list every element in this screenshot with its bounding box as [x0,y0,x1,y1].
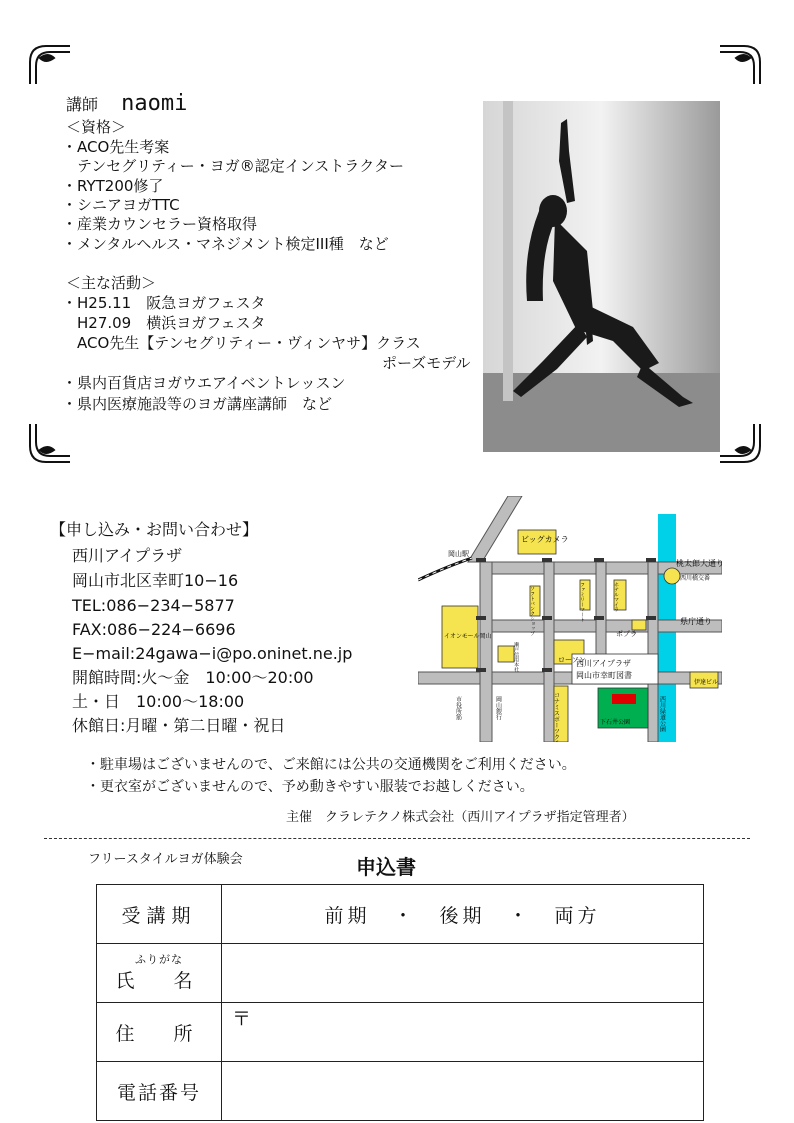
qualification-item: ・産業カウンセラー資格取得 [62,215,258,233]
map-label-shiyakusho: 市役所筋 [454,696,462,720]
phone-label: 電話番号 [97,1062,222,1121]
instructor-photo [483,101,720,452]
map-label-koban: 西川橋交番 [680,575,711,582]
form-row-name [97,944,704,1003]
form-row-address [97,1003,704,1062]
map-label-poplar: ポプラ [616,630,637,638]
activity-item: ・県内百貨店ヨガウエアイベントレッスン [62,374,346,392]
qualification-item: ・ACO先生考案 [62,138,170,156]
term-label: 受講期 [97,885,222,944]
term-options[interactable]: 前期 ・ 後期 ・ 両方 [222,885,704,944]
map-label-kencho: 県庁通り [680,617,712,626]
map-label-park: 下石井公園 [600,719,631,726]
contact-heading: 【申し込み・お問い合わせ】 [50,520,259,539]
activity-item: ポーズモデル [382,354,471,372]
map-label-iplaza: 西川アイプラザ [576,659,632,668]
contact-line: 岡山市北区幸町10−16 [72,571,239,590]
note-changing-room: ・更衣室がございませんので、予め動きやすい服装でお越しください。 [86,779,534,795]
map-label-big-camera: ビッグカメラ [521,535,569,544]
activity-item: ・県内医療施設等のヨガ講座講師 など [62,395,333,413]
map-label-momotaro: 桃太郎大通り [676,559,722,568]
activity-heading: ＜主な活動＞ [66,274,157,292]
name-label: 氏 名 [115,969,203,992]
organizer: 主催 クラレテクノ株式会社（西川アイプラザ指定管理者） [286,810,635,825]
event-name: フリースタイルヨガ体験会 [88,852,243,867]
instructor-name: naomi [121,91,188,116]
map-label-konami: コナミスポーツクラブ [552,692,560,742]
address-label: 住 所 [97,1003,222,1062]
map-label-aeon: イオンモール岡山 [444,633,492,640]
map-label-hotel: ホテルマイラ [613,582,619,612]
instructor-label: 講師 [66,95,99,114]
contact-line: FAX:086−224−6696 [72,620,236,639]
contact-line: 土・日 10:00〜18:00 [72,692,245,711]
activity-item: ・H25.11 阪急ヨガフェスタ [62,294,266,312]
note-parking: ・駐車場はございませんので、ご来館には公共の交通機関をご利用ください。 [86,757,576,773]
map-label-ito: 伊達ビル [694,679,719,686]
qualification-heading: ＜資格＞ [66,118,127,136]
access-map [418,496,722,742]
qualification-item: テンセグリティー・ヨガ®認定インストラクター [62,157,405,175]
application-form [96,884,704,1121]
map-label-station: 岡山駅 [448,550,469,558]
qualification-item: ・メンタルヘルス・マネジメント検定III種 など [62,235,389,253]
address-field[interactable]: 〒 [222,1003,704,1062]
contact-line: 西川アイプラザ [72,546,183,565]
map-label-library: 岡山市幸町図書 [576,671,632,680]
cut-line [44,838,750,839]
form-title: 申込書 [356,855,416,879]
map-label-ryokudo: 西川緑道公園 [658,696,666,732]
qualification-item: ・シニアヨガTTC [62,196,180,214]
form-row-term [97,885,704,944]
instructor-line [66,91,188,116]
contact-line: 休館日:月曜・第二日曜・祝日 [72,716,286,735]
map-label-softbank: ソフトバンクショップ [529,586,535,636]
map-label-familymart: ファミリーマート [579,582,585,622]
form-row-phone [97,1062,704,1121]
contact-line: 開館時間:火〜金 10:00〜20:00 [72,668,314,687]
contact-email[interactable]: E−mail:24gawa−i@po.oninet.ne.jp [72,644,353,663]
contact-line: TEL:086−234−5877 [72,596,235,615]
name-field[interactable] [222,944,704,1003]
activity-item: ACO先生【テンセグリティー・ヴィンヤサ】クラス [62,334,421,352]
furigana-label: ふりがな [135,952,183,966]
map-label-bank: 岡山銀行 [494,696,502,720]
qualification-item: ・RYT200修了 [62,177,164,195]
activity-item: H27.09 横浜ヨガフェスタ [62,314,266,332]
phone-field[interactable] [222,1062,704,1121]
map-label-setoshin: 瀬戸信用本社 [513,642,519,672]
name-label-cell [97,944,222,1003]
map-label-lawson: ローソン [558,656,586,664]
